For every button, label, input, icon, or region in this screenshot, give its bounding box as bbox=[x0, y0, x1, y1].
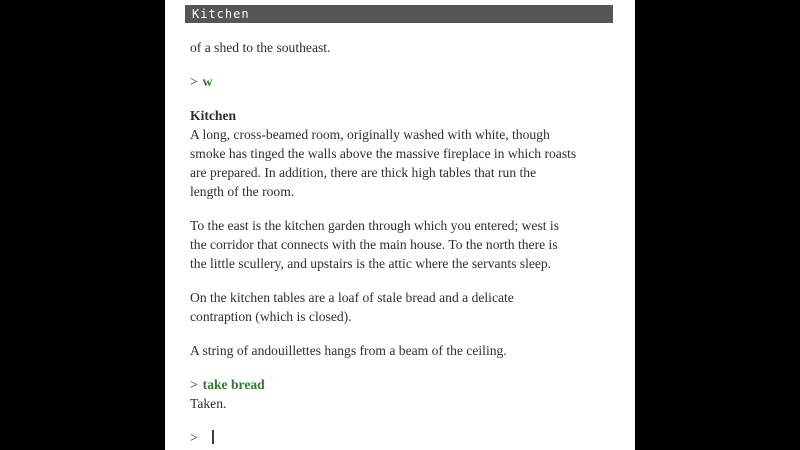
prompt-marker: > bbox=[190, 377, 198, 392]
command-input-line[interactable] bbox=[190, 428, 610, 447]
letterbox-left bbox=[0, 0, 165, 450]
status-bar-room-name: Kitchen bbox=[192, 7, 250, 21]
story-line: A long, cross-beamed room, originally washed with white, though bbox=[190, 127, 550, 142]
story-line: smoke has tinged the walls above the massive fireplace in which roasts bbox=[190, 146, 577, 161]
story-line: On the kitchen tables are a loaf of stale bread and a delicate bbox=[190, 290, 514, 305]
story-line: are prepared. In addition, there are thick high tables that run the bbox=[190, 165, 537, 180]
story-line: of a shed to the southeast. bbox=[190, 40, 331, 55]
game-window bbox=[165, 0, 635, 450]
story-line: A string of andouillettes hangs from a beam of the ceiling. bbox=[190, 343, 507, 358]
past-command-line bbox=[190, 375, 610, 394]
letterbox-right bbox=[635, 0, 800, 450]
prompt-marker: > bbox=[190, 430, 198, 445]
transcript-block bbox=[190, 428, 610, 447]
story-line: the corridor that connects with the main house. To the north there is bbox=[190, 237, 558, 252]
past-command-line bbox=[190, 72, 610, 91]
player-command: take bread bbox=[202, 377, 265, 392]
transcript-block bbox=[190, 341, 610, 360]
story-line: Taken. bbox=[190, 396, 227, 411]
player-command: w bbox=[202, 74, 213, 89]
transcript-block bbox=[190, 38, 610, 57]
text-cursor bbox=[212, 430, 214, 444]
transcript-block bbox=[190, 375, 610, 413]
story-line: contraption (which is closed). bbox=[190, 309, 352, 324]
transcript-block bbox=[190, 288, 610, 326]
story-line: the little scullery, and upstairs is the attic where the servants sleep. bbox=[190, 256, 552, 271]
transcript[interactable] bbox=[190, 23, 610, 450]
transcript-block bbox=[190, 72, 610, 91]
transcript-block bbox=[190, 216, 610, 273]
room-name-heading: Kitchen bbox=[190, 108, 237, 123]
transcript-block bbox=[190, 106, 610, 201]
prompt-marker: > bbox=[190, 74, 198, 89]
story-line: To the east is the kitchen garden through which you entered; west is bbox=[190, 218, 560, 233]
status-bar bbox=[185, 5, 613, 23]
story-line: length of the room. bbox=[190, 184, 295, 199]
